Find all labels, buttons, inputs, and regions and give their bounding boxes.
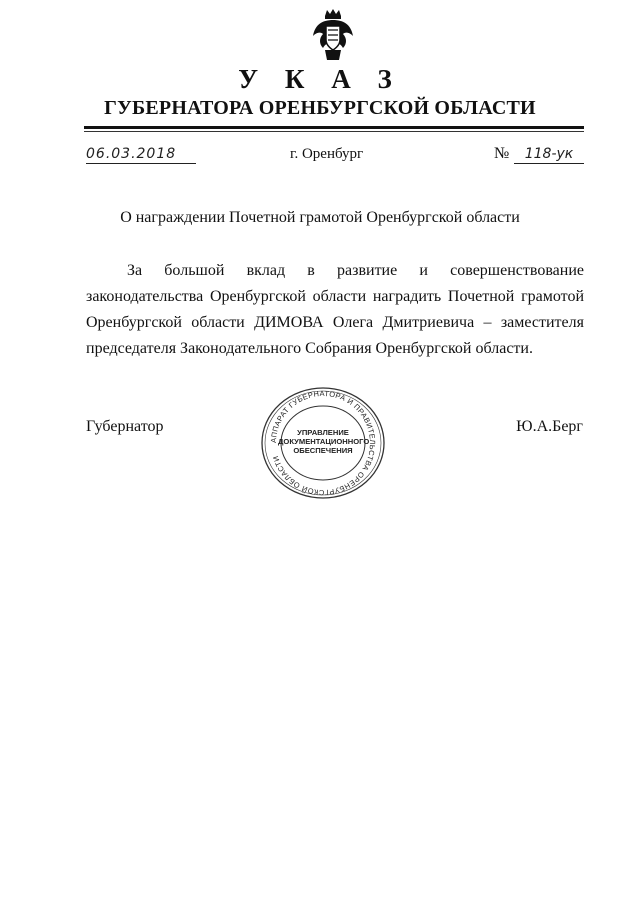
decree-title: У К А З (238, 64, 402, 94)
stamp-ring-text: АППАРАТ ГУБЕРНАТОРА И ПРАВИТЕЛЬСТВА ОРЕНБУРГСКОЙ ОБЛАСТИ (268, 388, 378, 498)
stamp-center-text (278, 428, 368, 455)
signatory-role: Губернатор (86, 418, 164, 435)
header-divider-thin (84, 131, 584, 132)
official-stamp (258, 386, 388, 501)
decree-body: За большой вклад в развитие и совершенствование законодательства Оренбургской области наградить Почетной грамотой Оренбургской области ДИМОВА Олега Дмитриевича – заместителя председателя Законодательного Собрания Оренбургской области. (86, 262, 584, 357)
issue-city: г. Оренбург (290, 146, 364, 162)
number-label: № (494, 145, 510, 162)
signatory-name: Ю.А.Берг (516, 418, 583, 435)
decree-number: 118-ук (514, 146, 584, 164)
stamp-line-3: ОБЕСПЕЧЕНИЯ (293, 446, 353, 455)
coat-of-arms-icon (311, 8, 355, 62)
stamp-line-2: ДОКУМЕНТАЦИОННОГО (278, 437, 370, 446)
decree-date: 06.03.2018 (86, 146, 196, 164)
header-divider (84, 126, 584, 129)
issuer-title: ГУБЕРНАТОРА ОРЕНБУРГСКОЙ ОБЛАСТИ (104, 97, 536, 119)
stamp-line-1: УПРАВЛЕНИЕ (297, 428, 349, 437)
decree-subject: О награждении Почетной грамотой Оренбургской области (120, 209, 520, 226)
